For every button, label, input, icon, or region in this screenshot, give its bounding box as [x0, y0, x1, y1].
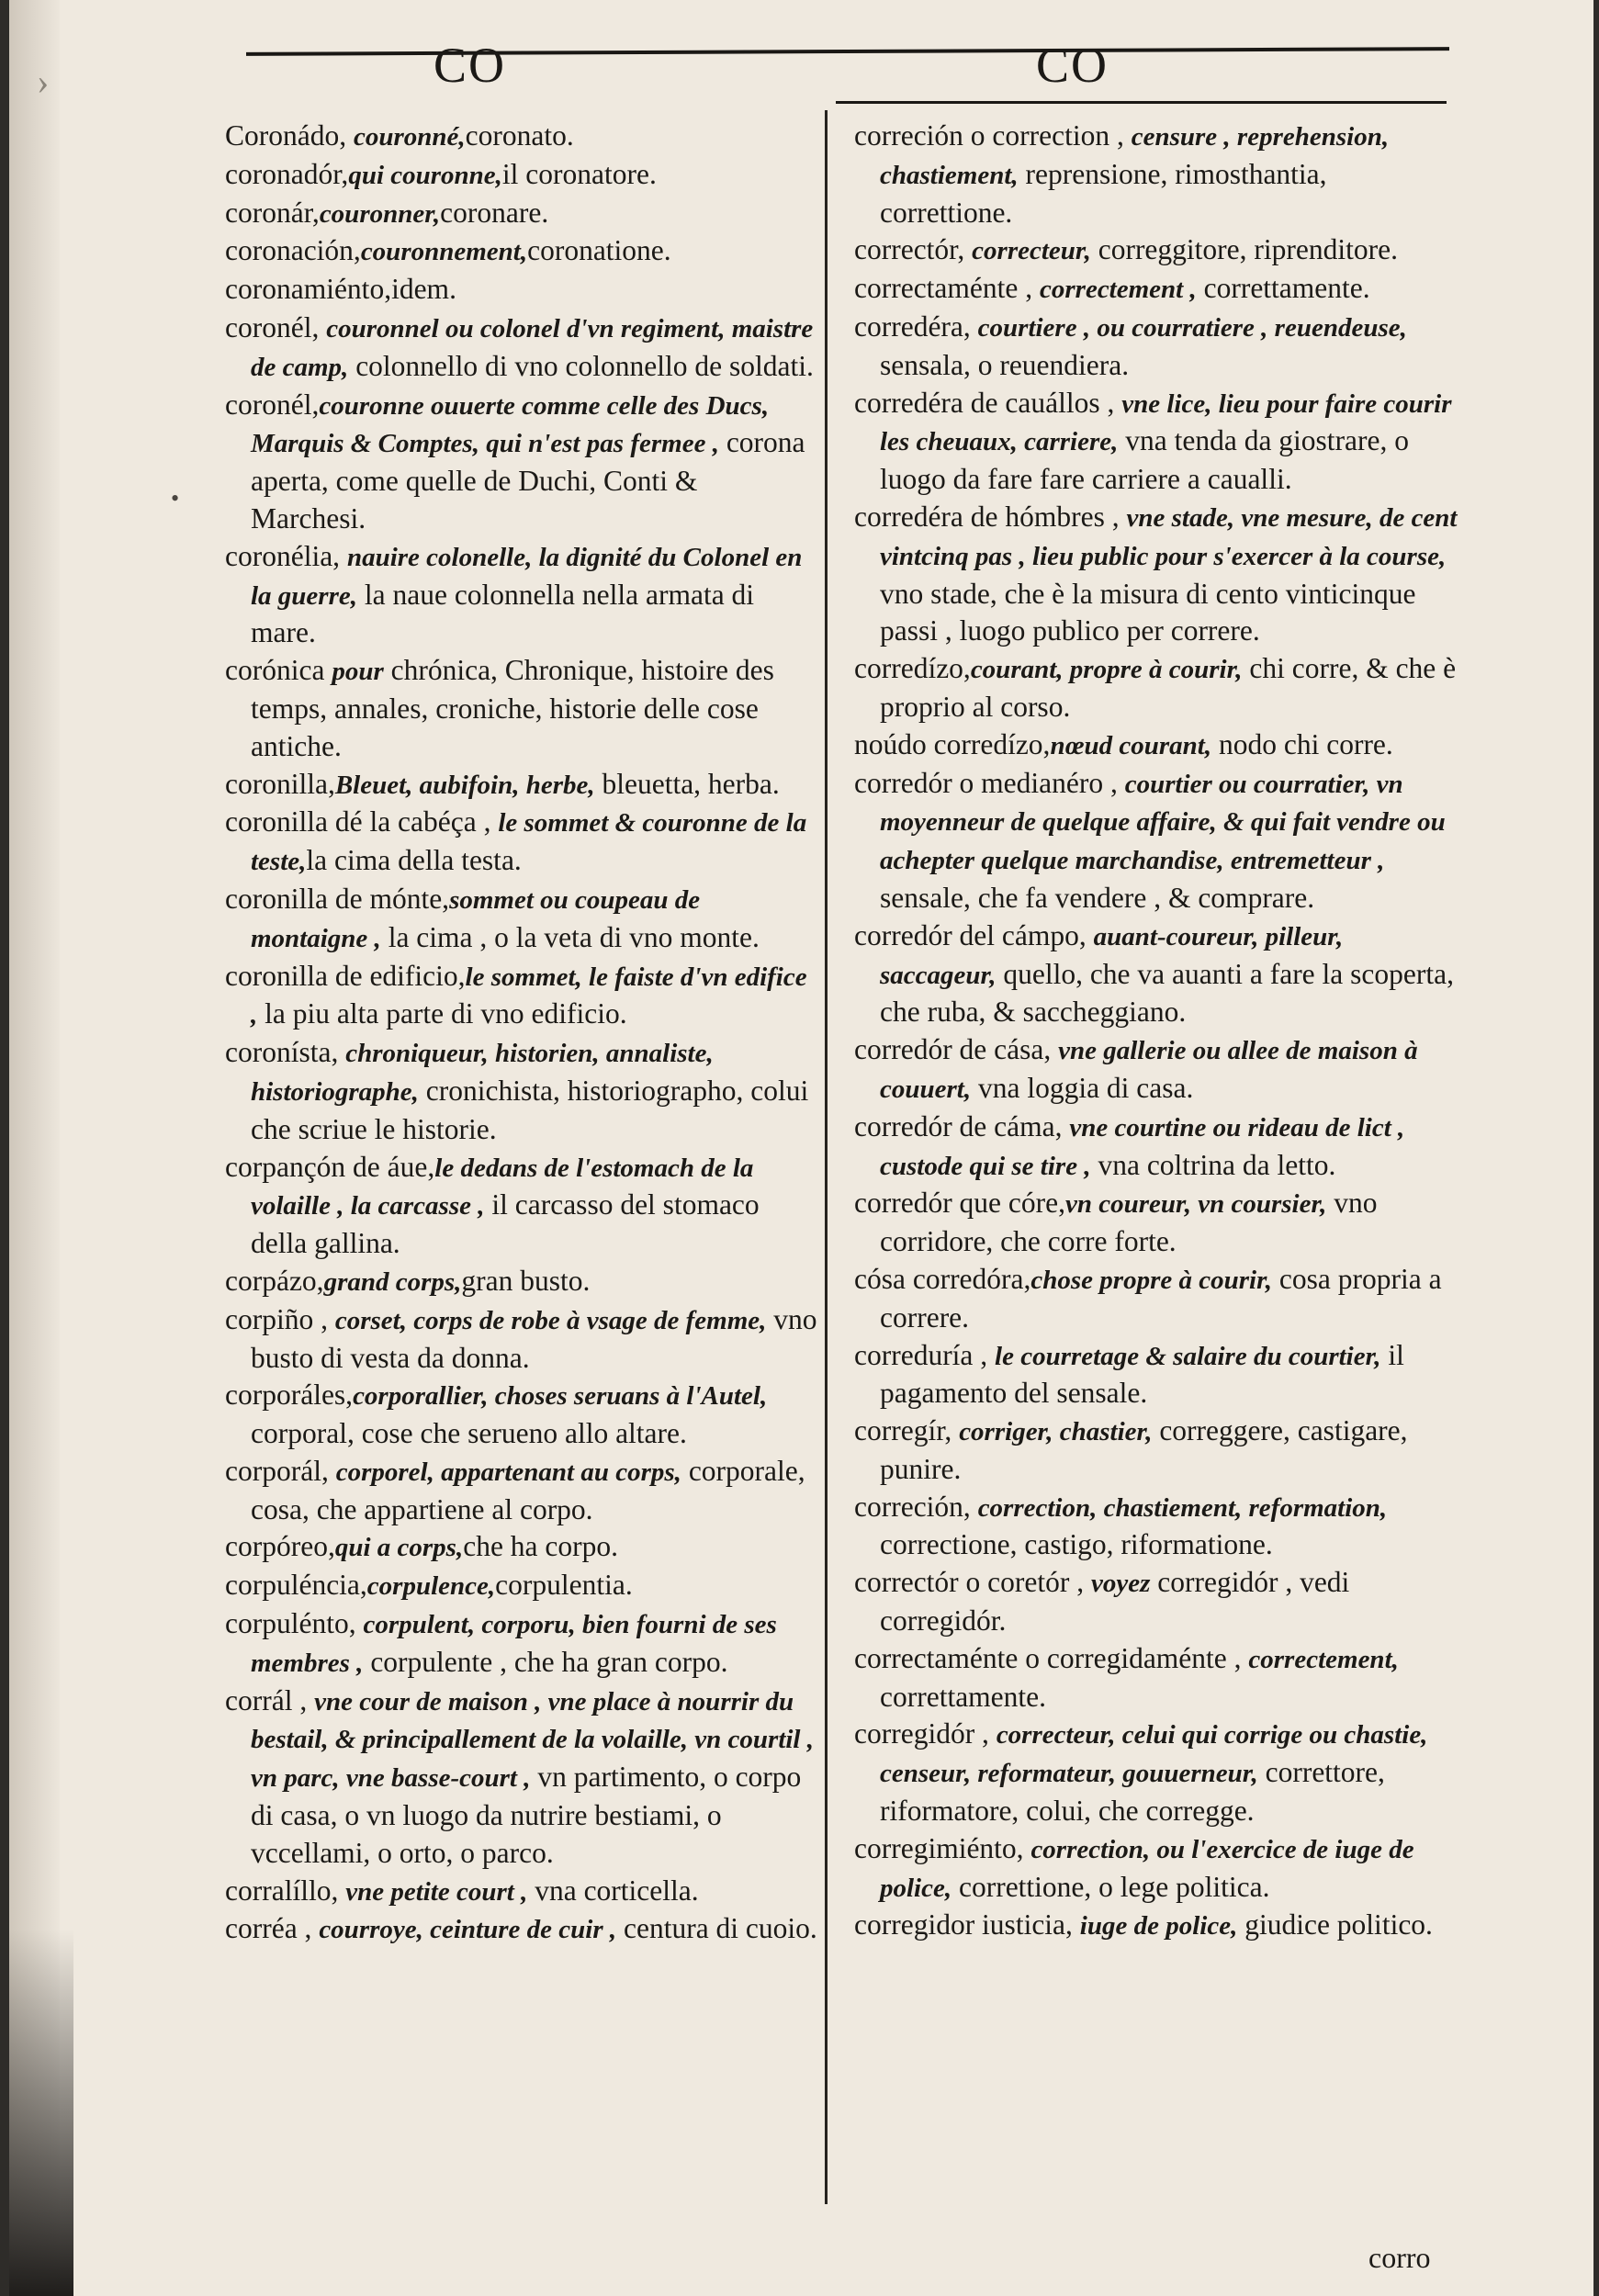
- spanish-headword: coronár,: [225, 196, 320, 229]
- running-header-left: CO: [434, 38, 507, 93]
- french-gloss: correcteur, celui qui corrige ou chastie, censeur, reformateur, gouuerneur,: [880, 1720, 1428, 1789]
- dictionary-entry: [225, 652, 817, 765]
- spanish-headword: corredór del cámpo,: [854, 918, 1094, 951]
- dictionary-entry: [225, 387, 817, 538]
- french-gloss: grand corps,: [323, 1266, 462, 1297]
- french-gloss: correction, chastiement, reformation,: [977, 1492, 1388, 1523]
- column-divider: [825, 110, 828, 2204]
- dictionary-entry: [225, 1873, 817, 1911]
- italian-gloss: sensale, che fa vendere , & comprare.: [880, 881, 1315, 914]
- spanish-headword: corporáles,: [225, 1379, 354, 1412]
- spanish-headword: correctór o coretór ,: [854, 1566, 1091, 1599]
- spanish-headword: corrál ,: [225, 1683, 315, 1716]
- french-gloss: corpulent, corporu, bien fourni de ses membres ,: [251, 1610, 777, 1678]
- spanish-headword: correctaménte ,: [854, 272, 1040, 305]
- italian-gloss: gran busto.: [461, 1264, 591, 1297]
- french-gloss: vne stade, vne mesure, de cent vintcinq pas , lieu public pour s'exercer à la course,: [880, 502, 1458, 571]
- dictionary-entry: [854, 1031, 1465, 1109]
- italian-gloss: vna coltrina da letto.: [1090, 1148, 1336, 1181]
- column-header-rule: [836, 101, 1447, 104]
- french-gloss: qui couronne,: [348, 160, 502, 190]
- french-gloss: nœud courant,: [1050, 730, 1212, 760]
- spanish-headword: corredéra de hómbres ,: [854, 500, 1127, 533]
- margin-mark: ›: [37, 61, 50, 102]
- french-gloss: correction, ou l'exercice de iuge de police,: [880, 1834, 1414, 1903]
- spanish-headword: Coronádo,: [225, 119, 354, 152]
- french-gloss: nauire colonelle, la dignité du Colonel en la guerre,: [251, 542, 803, 611]
- spanish-headword: corónica: [225, 654, 332, 687]
- spanish-headword: corregidór ,: [854, 1717, 997, 1750]
- spanish-headword: corpiño ,: [225, 1302, 335, 1335]
- dictionary-entry: [854, 1261, 1465, 1337]
- italian-gloss: corona aperta, come quelle de Duchi, Conti & Marchesi.: [251, 426, 805, 535]
- spanish-headword: coronélia,: [225, 539, 347, 572]
- italian-gloss: idem.: [391, 273, 456, 306]
- french-gloss: auant-coureur, pilleur, saccageur,: [880, 921, 1344, 990]
- italian-gloss: giudice politico.: [1237, 1908, 1433, 1941]
- dictionary-entry: [225, 1528, 817, 1567]
- italian-gloss: vno corridore, che corre forte.: [880, 1187, 1378, 1258]
- italian-gloss: il coronatore.: [501, 157, 657, 190]
- french-gloss: corset, corps de robe à vsage de femme,: [334, 1305, 767, 1335]
- dictionary-entry: [225, 1453, 817, 1529]
- dictionary-entry: [854, 1564, 1465, 1640]
- dictionary-entry: [854, 1337, 1465, 1413]
- dictionary-entry: [225, 766, 817, 805]
- italian-gloss: correttore, riformatore, colui, che corregge.: [880, 1756, 1385, 1828]
- spanish-headword: correduría ,: [854, 1338, 996, 1371]
- spanish-headword: corporál,: [225, 1454, 336, 1487]
- spanish-headword: corralíllo,: [225, 1874, 346, 1907]
- running-header-right: CO: [1036, 38, 1109, 93]
- dictionary-entry: [854, 385, 1465, 499]
- dictionary-entry: [854, 726, 1465, 765]
- spanish-headword: coronilla,: [225, 767, 335, 800]
- italian-gloss: la cima della testa.: [306, 844, 522, 877]
- spanish-headword: corpulénto,: [225, 1607, 364, 1640]
- dictionary-entry: [854, 270, 1465, 309]
- dictionary-entry: [854, 1716, 1465, 1829]
- french-gloss: pour: [332, 657, 384, 687]
- italian-gloss: correttamente.: [880, 1680, 1047, 1713]
- french-gloss: corporallier, choses seruans à l'Autel,: [353, 1381, 768, 1412]
- italian-gloss: reprensione, rimosthantia, correttione.: [880, 157, 1327, 229]
- spanish-headword: corredízo,: [854, 652, 971, 685]
- french-gloss: vne cour de maison , vne place à nourrir du bestail, & principallement de la volaille, vn courtil , vn parc, vne basse-court ,: [251, 1686, 814, 1794]
- spanish-headword: corpançón de áue,: [225, 1150, 435, 1183]
- dictionary-entry: [225, 232, 817, 271]
- italian-gloss: correttione, o lege politica.: [952, 1870, 1270, 1903]
- spanish-headword: coronamiénto,: [225, 273, 392, 306]
- french-gloss: correctement,: [1248, 1644, 1399, 1674]
- dictionary-entry: [854, 1109, 1465, 1186]
- italian-gloss: centura di cuoio.: [616, 1912, 817, 1945]
- spanish-headword: coronilla de mónte,: [225, 882, 450, 915]
- italian-gloss: correggere, castigare, punire.: [880, 1414, 1408, 1485]
- spanish-headword: corpuléncia,: [225, 1569, 367, 1602]
- dictionary-entry: [225, 1683, 817, 1873]
- dictionary-entry: [225, 310, 817, 387]
- spanish-headword: corréa ,: [225, 1912, 320, 1945]
- french-gloss: couronnement,: [360, 237, 528, 267]
- spanish-headword: corredór de cása,: [854, 1033, 1059, 1066]
- french-gloss: chose propre à courir,: [1030, 1265, 1273, 1295]
- italian-gloss: chrónica, Chronique, histoire des temps, annales, croniche, historie delle cose antiche.: [251, 654, 774, 762]
- italian-gloss: vn partimento, o corpo di casa, o vn luogo da nutrire bestiami, o vccellami, o orto, o parco.: [251, 1761, 802, 1869]
- dictionary-entry: [854, 1412, 1465, 1489]
- french-gloss: le sommet, le faiste d'vn edifice ,: [251, 962, 807, 1030]
- french-gloss: correctement ,: [1040, 275, 1197, 305]
- french-gloss: Bleuet, aubifoin, herbe,: [334, 770, 595, 800]
- french-gloss: voyez: [1090, 1569, 1151, 1599]
- spanish-headword: coronación,: [225, 234, 361, 267]
- dictionary-entry: [225, 1567, 817, 1605]
- italian-gloss: colonnello di vno colonnello de soldati.: [348, 349, 814, 382]
- french-gloss: courtier ou courratier, vn moyenneur de quelque affaire, & qui fait vendre ou achepter quelque marchandise, entremetteur ,: [880, 769, 1446, 876]
- dictionary-entry: [225, 1263, 817, 1301]
- french-gloss: vne petite court ,: [345, 1876, 528, 1907]
- dictionary-entry: [854, 1907, 1465, 1945]
- spanish-headword: corregidor iusticia,: [854, 1908, 1080, 1941]
- italian-gloss: correttamente.: [1196, 272, 1370, 305]
- italian-gloss: quello, che va auanti a fare la scoperta, che ruba, & saccheggiano.: [880, 957, 1454, 1029]
- spanish-headword: correctór,: [854, 233, 973, 266]
- left-column: [225, 118, 817, 1949]
- spanish-headword: cósa corredóra,: [854, 1262, 1031, 1295]
- italian-gloss: la naue colonnella nella armata di mare.: [251, 578, 755, 649]
- italian-gloss: correggitore, riprenditore.: [1090, 233, 1398, 266]
- catchword: corro: [1368, 2241, 1431, 2274]
- italian-gloss: coronatione.: [527, 234, 671, 267]
- italian-gloss: che ha corpo.: [463, 1530, 619, 1563]
- french-gloss: le courretage & salaire du courtier,: [995, 1341, 1381, 1371]
- dictionary-entry: [854, 499, 1465, 650]
- french-gloss: vne courtine ou rideau de lict , custode qui se tire ,: [880, 1112, 1405, 1181]
- spanish-headword: corregimiénto,: [854, 1831, 1031, 1864]
- italian-gloss: vna corticella.: [527, 1874, 699, 1907]
- italian-gloss: corregidór , vedi corregidór.: [880, 1566, 1350, 1638]
- italian-gloss: cronichista, historiographo, colui che scriue le historie.: [251, 1074, 809, 1145]
- dictionary-entry: [225, 881, 817, 958]
- spanish-headword: corredéra,: [854, 310, 978, 343]
- italian-gloss: coronato.: [465, 119, 574, 152]
- french-gloss: le dedans de l'estomach de la volaille , la carcasse ,: [251, 1153, 754, 1221]
- spanish-headword: corredór de cáma,: [854, 1109, 1070, 1142]
- dictionary-entry: [225, 538, 817, 652]
- italian-gloss: coronare.: [440, 196, 549, 229]
- italian-gloss: vna tenda da giostrare, o luogo da fare fare carriere a caualli.: [880, 424, 1410, 496]
- dictionary-entry: [225, 1377, 817, 1453]
- italian-gloss: il carcasso del stomaco della gallina.: [251, 1188, 760, 1260]
- spanish-headword: corredéra de cauállos ,: [854, 386, 1122, 419]
- french-gloss: qui a corps,: [334, 1533, 464, 1563]
- spanish-headword: coronilla de edificio,: [225, 959, 466, 992]
- italian-gloss: corpulentia.: [495, 1569, 633, 1602]
- italian-gloss: bleuetta, herba.: [594, 767, 780, 800]
- italian-gloss: chi corre, & che è proprio al corso.: [880, 652, 1457, 723]
- french-gloss: corporel, appartenant au corps,: [335, 1457, 681, 1487]
- french-gloss: censure , reprehension, chastiement,: [880, 122, 1390, 190]
- scan-shadow: [9, 1929, 73, 2296]
- french-gloss: vn coureur, vn coursier,: [1065, 1189, 1327, 1220]
- italian-gloss: vno busto di vesta da donna.: [251, 1302, 817, 1374]
- italian-gloss: corpulente , che ha gran corpo.: [363, 1645, 728, 1678]
- dictionary-entry: [225, 1034, 817, 1148]
- dictionary-entry: [854, 309, 1465, 385]
- french-gloss: iuge de police,: [1079, 1911, 1238, 1941]
- spanish-headword: corpázo,: [225, 1264, 324, 1297]
- dictionary-entry: [225, 1910, 817, 1949]
- dictionary-entry: [854, 917, 1465, 1031]
- spanish-headword: corpóreo,: [225, 1530, 335, 1563]
- italian-gloss: correctione, castigo, riformatione.: [880, 1528, 1273, 1561]
- french-gloss: vne lice, lieu pour faire courir les cheuaux, carriere,: [880, 388, 1452, 457]
- spanish-headword: coronísta,: [225, 1036, 346, 1069]
- dictionary-entry: [854, 1489, 1465, 1565]
- spanish-headword: corredór que córe,: [854, 1187, 1065, 1220]
- dictionary-entry: [854, 1640, 1465, 1716]
- dictionary-entry: [854, 650, 1465, 726]
- right-column: [854, 118, 1465, 1945]
- italian-gloss: vno stade, che è la misura di cento vinticinque passi , luogo publico per correre.: [880, 577, 1416, 647]
- dictionary-entry: [225, 195, 817, 233]
- dictionary-page: [9, 0, 1593, 2296]
- spanish-headword: coronadór,: [225, 157, 349, 190]
- french-gloss: correcteur,: [972, 236, 1091, 266]
- dictionary-entry: [225, 804, 817, 881]
- italian-gloss: nodo chi corre.: [1211, 727, 1393, 760]
- dictionary-entry: [225, 958, 817, 1035]
- dictionary-entry: [854, 118, 1465, 231]
- french-gloss: couronnel ou colonel d'vn regiment, maistre de camp,: [251, 313, 814, 382]
- dictionary-entry: [225, 156, 817, 195]
- french-gloss: corriger, chastier,: [959, 1417, 1153, 1447]
- spanish-headword: correctaménte o corregidaménte ,: [854, 1641, 1249, 1674]
- spanish-headword: correción,: [854, 1490, 978, 1523]
- spanish-headword: coronél,: [225, 388, 320, 421]
- spanish-headword: corregír,: [854, 1414, 960, 1447]
- french-gloss: couronné,: [353, 122, 466, 152]
- spanish-headword: coronél,: [225, 310, 327, 343]
- french-gloss: courtiere , ou courratiere , reuendeuse,: [977, 312, 1407, 343]
- french-gloss: vne gallerie ou allee de maison à couuert,: [880, 1036, 1418, 1104]
- french-gloss: courant, propre à courir,: [970, 655, 1243, 685]
- french-gloss: couronne ouuerte comme celle des Ducs, Marquis & Comptes, qui n'est pas fermee ,: [251, 390, 770, 459]
- spanish-headword: coronilla dé la cabéça ,: [225, 805, 499, 838]
- margin-dot: •: [171, 485, 180, 512]
- spanish-headword: noúdo corredízo,: [854, 727, 1051, 760]
- spanish-headword: correción o correction ,: [854, 119, 1132, 152]
- italian-gloss: la cima , o la veta di vno monte.: [380, 920, 760, 953]
- dictionary-entry: [225, 1605, 817, 1683]
- french-gloss: couronner,: [319, 198, 441, 229]
- italian-gloss: corporale, cosa, che appartiene al corpo.: [251, 1454, 805, 1525]
- dictionary-entry: [854, 1185, 1465, 1261]
- dictionary-entry: [854, 765, 1465, 917]
- italian-gloss: corporal, cose che serueno allo altare.: [251, 1417, 687, 1450]
- dictionary-entry: [225, 1301, 817, 1378]
- italian-gloss: la piu alta parte di vno edificio.: [257, 997, 627, 1030]
- french-gloss: le sommet & couronne de la teste,: [251, 808, 807, 877]
- italian-gloss: vna loggia di casa.: [971, 1071, 1194, 1104]
- dictionary-entry: [225, 118, 817, 156]
- french-gloss: sommet ou coupeau de montaigne ,: [251, 884, 701, 953]
- header-rule: [246, 47, 1449, 56]
- dictionary-entry: [225, 271, 817, 310]
- italian-gloss: il pagamento del sensale.: [880, 1338, 1404, 1410]
- italian-gloss: cosa propria a correre.: [880, 1262, 1442, 1334]
- spanish-headword: corredór o medianéro ,: [854, 766, 1125, 799]
- italian-gloss: sensala, o reuendiera.: [880, 348, 1130, 381]
- dictionary-entry: [854, 1830, 1465, 1908]
- french-gloss: corpulence,: [366, 1571, 496, 1602]
- french-gloss: chroniqueur, historien, annaliste, historiographe,: [251, 1039, 714, 1107]
- french-gloss: courroye, ceinture de cuir ,: [319, 1915, 617, 1945]
- dictionary-entry: [854, 231, 1465, 270]
- dictionary-entry: [225, 1149, 817, 1263]
